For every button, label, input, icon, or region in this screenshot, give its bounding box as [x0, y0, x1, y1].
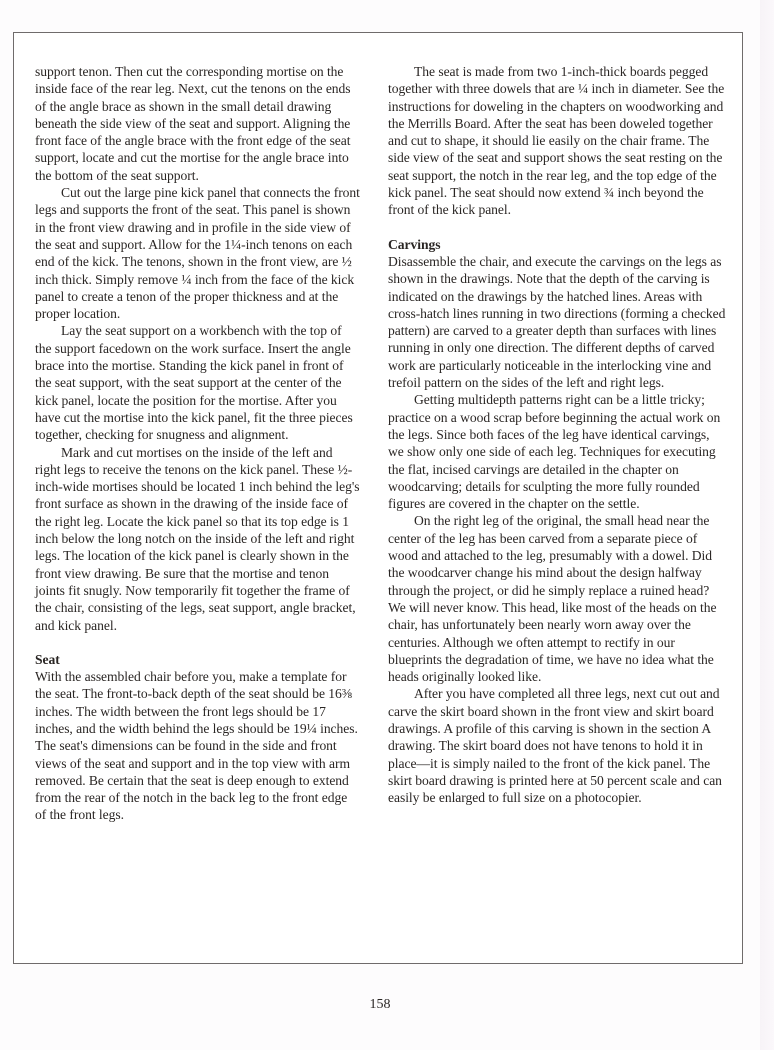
- paragraph-angle-brace: support tenon. Then cut the corresponding mortise on the inside face of the rear leg. Next, cut the tenons on the ends of the angle brace as shown in the small detail drawing beneath the side view of the seat and support. Aligning the front face of the angle brace with the front edge of the seat support, locate and cut the mortise for the angle brace into the bottom of the seat support.: [35, 64, 351, 183]
- paragraph-carvings-depth: Disassemble the chair, and execute the carvings on the legs as shown in the drawings. Note that the depth of the carving is indicated on the drawings by the hatched lines. Areas with cross-hatch lines running in two directions (forming a checked pattern) are carved to a greater depth than surfaces with lines running in only one direction. The different depths of carved work are particularly noticeable in the interlocking vine and trefoil pattern on the sides of the left and right legs.: [388, 253, 726, 391]
- paragraph-right-leg-head: On the right leg of the original, the small head near the center of the leg has been carved from a separate piece of wood and attached to the leg, presumably with a dowel. Did the woodcarver change his mind about the design halfway through the project, or did he simply replace a ruined head? We will never know. This head, like most of the heads on the chair, has unfortunately been nearly worn away over the centuries. Although we often attempt to rectify in our blueprints the degradation of time, we have no idea what the heads originally looked like.: [388, 513, 717, 685]
- right-column: [388, 63, 726, 806]
- paragraph-leg-mortises: Mark and cut mortises on the inside of the left and right legs to receive the tenons on the kick panel. These ½-inch-wide mortises should be located 1 inch behind the leg's front surface as shown in the drawing of the inside face of the right leg. Locate the kick panel so that its top edge is 1 inch below the long notch on the inside of the left and right legs. The location of the kick panel is clearly shown in the front view drawing. Be sure that the mortise and tenon joints fit snugly. Now temporarily fit together the frame of the chair, consisting of the legs, seat support, angle bracket, and kick panel.: [35, 444, 360, 633]
- left-column: [35, 63, 360, 824]
- paragraph-seat-template: With the assembled chair before you, make a template for the seat. The front-to-back depth of the seat should be 16⅜ inches. The width between the front legs should be 17 inches, and the width behind the legs should be 19¼ inches. The seat's dimensions can be found in the side and front views of the seat and support and in the top view with arm removed. Be certain that the seat is deep enough to extend from the rear of the notch in the back leg to the front edge of the front legs.: [35, 669, 358, 823]
- section-heading-seat: Seat: [35, 651, 60, 667]
- paragraph-kick-panel: Cut out the large pine kick panel that connects the front legs and supports the front of the seat. This panel is shown in the front view drawing and in profile in the side view of the seat and support. Allow for the 1¼-inch tenons on each end of the kick. The tenons, shown in the front view, are ½ inch thick. Simply remove ¼ inch from the face of the kick panel to create a tenon of the proper thickness and at the proper location.: [35, 185, 360, 322]
- paragraph-skirt-board: After you have completed all three legs, next cut out and carve the skirt board shown in the front view and skirt board drawings. A profile of this carving is shown in the section A drawing. The skirt board does not have tenons to hold it in place—it is simply nailed to the front of the kick panel. The skirt board drawing is printed here at 50 percent scale and can easily be enlarged to full size on a photocopier.: [388, 686, 722, 806]
- section-heading-carvings: Carvings: [388, 236, 441, 252]
- page-number: 158: [369, 997, 391, 1012]
- paragraph-seat-support-assembly: Lay the seat support on a workbench with the top of the support facedown on the work surface. Insert the angle brace into the mortise. Standing the kick panel in front of the seat support, with the seat support at the center of the kick panel, locate the position for the mortise. After you have cut the mortise into the kick panel, fit the three pieces together, checking for snugness and alignment.: [35, 323, 353, 443]
- paragraph-multidepth-patterns: Getting multidepth patterns right can be a little tricky; practice on a wood scrap before beginning the actual work on the legs. Since both faces of the leg have identical carvings, we show only one side of each leg. Techniques for executing the flat, incised carvings are detailed in the chapter on woodcarving; details for sculpting the more fully rounded figures are covered in the chapter on the settle.: [388, 392, 721, 512]
- text-frame: [13, 32, 743, 964]
- paragraph-seat-boards: The seat is made from two 1-inch-thick boards pegged together with three dowels that are ¼ inch in diameter. See the instructions for doweling in the chapters on woodworking and the Merrills Board. After the seat has been doweled together and cut to shape, it should lie easily on the chair frame. The side view of the seat and support shows the seat resting on the seat support, the notch in the rear leg, and the top edge of the kick panel. The seat should now extend ¾ inch beyond the front of the kick panel.: [388, 64, 725, 218]
- page-edge-shadow: [760, 0, 774, 1050]
